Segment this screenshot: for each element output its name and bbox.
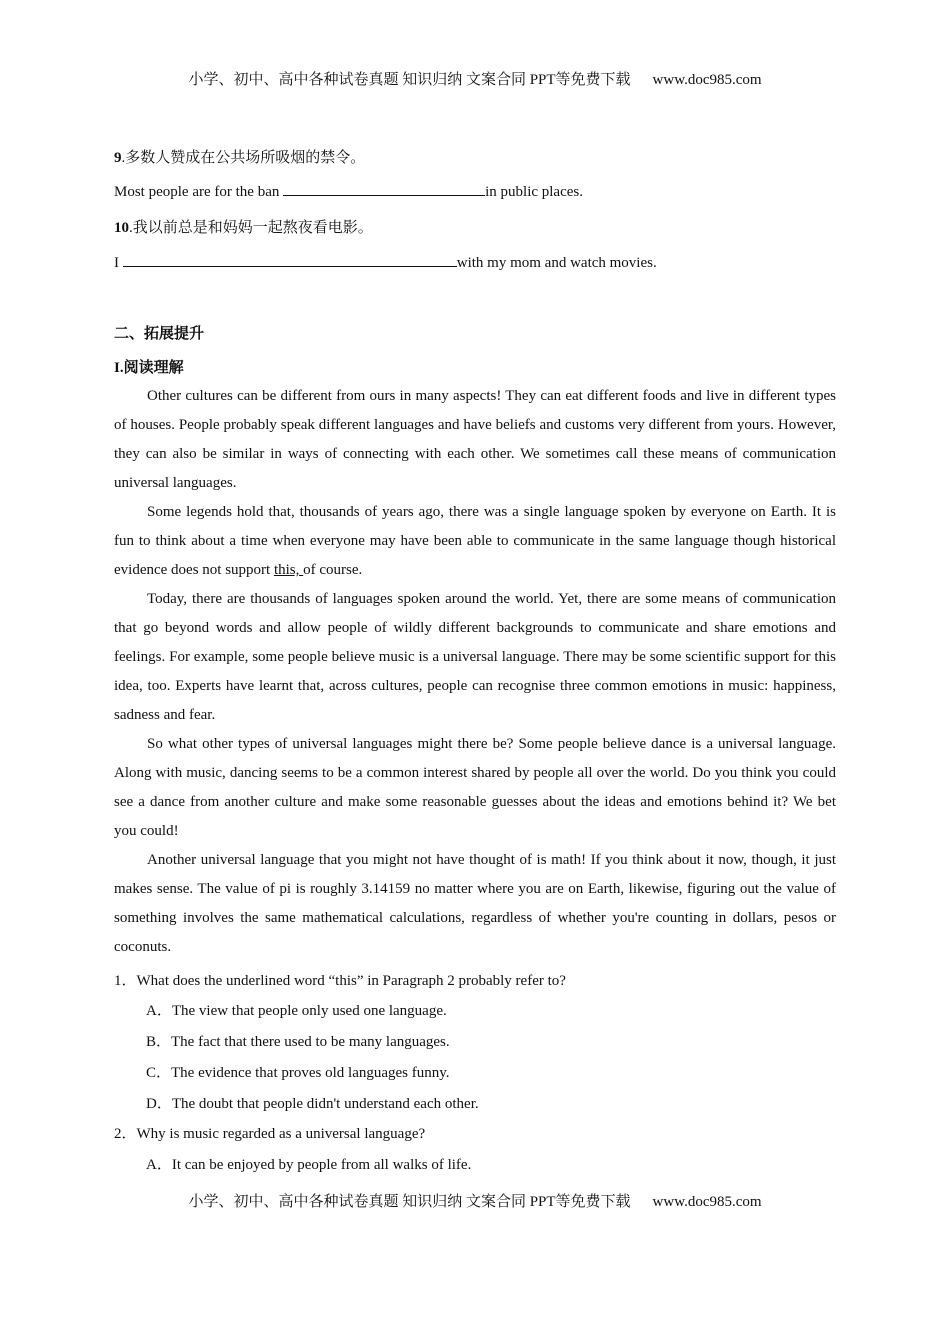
q9-answer-blank[interactable]: [283, 181, 485, 196]
passage-paragraph-3: Today, there are thousands of languages spoken around the world. Yet, there are some means of communication that go beyond words and allow people of wildly different backgrounds to communicate and share emotions and feelings. For example, some people believe music is a universal language. There may be some scientific support for this idea, too. Experts have learnt that, across cultures, people can recognise three common emotions in music: happiness, sadness and fear.: [114, 591, 836, 723]
q9-english: [114, 181, 583, 201]
q9-chinese: [114, 146, 365, 167]
q9-chinese-text: .多数人赞成在公共场所吸烟的禁令。: [121, 150, 366, 166]
q1-option-a[interactable]: A．The view that people only used one language.: [146, 1003, 447, 1019]
header-text: 小学、初中、高中各种试卷真题 知识归纳 文案合同 PPT等免费下载: [188, 72, 631, 88]
q9-english-after: in public places.: [485, 184, 583, 200]
footer-text: 小学、初中、高中各种试卷真题 知识归纳 文案合同 PPT等免费下载: [188, 1194, 631, 1210]
passage-p2-end: of course.: [303, 562, 363, 578]
q10-chinese: [114, 216, 373, 237]
q1-option-d[interactable]: D．The doubt that people didn't understand each other.: [146, 1096, 479, 1112]
passage-p2-text: Some legends hold that, thousands of years ago, there was a single language spoken by everyone on Earth. It is fun to think about a time when everyone may have been able to communicate in the same language though historical evidence does not support: [114, 504, 836, 578]
q10-english-after: with my mom and watch movies.: [456, 255, 657, 271]
passage-paragraph-4: So what other types of universal languages might there be? Some people believe dance is a universal language. Along with music, dancing seems to be a common interest shared by people all over the world. Do you think you could see a dance from another culture and make some reasonable guesses about the ideas and emotions behind it? We bet you could!: [114, 736, 836, 839]
underlined-word-this: this,: [273, 562, 304, 578]
q10-english: [114, 252, 657, 272]
section-title: 二、拓展提升: [114, 326, 205, 342]
footer-url[interactable]: www.doc985.com: [652, 1194, 762, 1210]
section-subtitle: I.阅读理解: [114, 360, 184, 376]
passage-paragraph-2: [114, 498, 836, 585]
passage-paragraph-1: Other cultures can be different from ours in many aspects! They can eat different foods and live in different types of houses. People probably speak different languages and have beliefs and customs very different from yours. However, they can also be similar in ways of connecting with each other. We sometimes call these means of communication universal languages.: [114, 388, 836, 491]
question-2: 2．Why is music regarded as a universal language?: [114, 1126, 426, 1142]
page-header: [0, 68, 950, 89]
q2-option-a[interactable]: A．It can be enjoyed by people from all walks of life.: [146, 1157, 472, 1173]
q9-number: 9: [114, 150, 122, 166]
q1-option-c[interactable]: C．The evidence that proves old languages funny.: [146, 1065, 450, 1081]
q10-answer-blank[interactable]: [123, 252, 457, 267]
q9-english-before: Most people are for the ban: [114, 184, 284, 200]
page-footer: [0, 1190, 950, 1211]
q10-english-before: I: [114, 255, 123, 271]
q10-number: 10: [114, 220, 129, 236]
q1-option-b[interactable]: B．The fact that there used to be many languages.: [146, 1034, 450, 1050]
question-1: 1．What does the underlined word “this” in Paragraph 2 probably refer to?: [114, 973, 566, 989]
passage-paragraph-5: Another universal language that you might not have thought of is math! If you think about it now, though, it just makes sense. The value of pi is roughly 3.14159 no matter where you are on Earth, likewise, figuring out the value of something involves the same mathematical calculations, regardless of whether you're counting in dollars, pesos or coconuts.: [114, 852, 836, 955]
q10-chinese-text: .我以前总是和妈妈一起熬夜看电影。: [129, 220, 373, 236]
header-url[interactable]: www.doc985.com: [652, 72, 762, 88]
